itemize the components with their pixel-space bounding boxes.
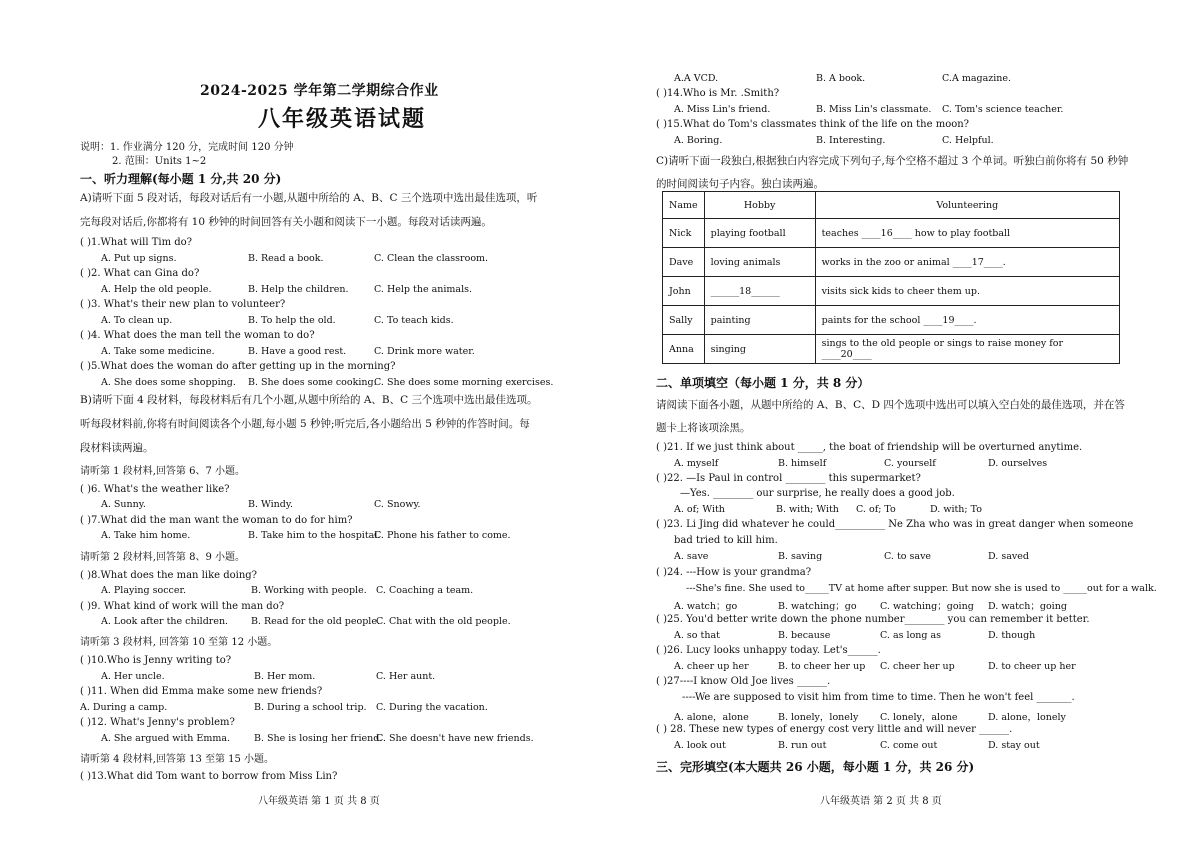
q1-option-b[interactable]: B. Read a book. [248,253,324,264]
part-a-instructions: A)请听下面 5 段对话，每段对话后有一小题,从题中所给的 A、B、C 三个选项中选出最佳选项，听完每段对话后,你都将有 10 秒钟的时间回答有关小题和阅读下一小题。每段对话读两遍。 [80,192,538,228]
q8-option-a[interactable]: A. Playing soccer. [101,585,186,596]
q21-option-a[interactable]: A. myself [674,458,719,469]
section-2-instructions: 请阅读下面各小题，从题中所给的 A、B、C、D 四个选项中选出可以填入空白处的最佳选项，并在答 [656,399,1125,411]
q5-option-b[interactable]: B. She does some cooking. [248,377,377,388]
q9-option-c[interactable]: C. Chat with the old people. [376,616,511,627]
q1-option-a[interactable]: A. Put up signs. [101,253,177,264]
table-row [663,219,1120,248]
q11-option-b[interactable]: B. During a school trip. [254,702,367,713]
question-4: ( )4. What does the man tell the woman to do? [80,330,315,341]
question-22: ( )22. —Is Paul in control ________ this supermarket? [656,473,921,484]
header-hobby: Hobby [704,192,815,219]
cell-volunteering[interactable]: works in the zoo or animal ____17____. [815,248,1119,277]
q13-option-c[interactable]: C.A magazine. [942,73,1012,84]
table-row [663,248,1120,277]
cell-volunteering[interactable]: teaches ____16____ how to play football [815,219,1119,248]
header-name: Name [663,192,705,219]
cell-hobby[interactable]: ______18______ [704,277,815,306]
q7-option-c[interactable]: C. Phone his father to come. [374,530,511,541]
q23-option-a[interactable]: A. save [674,551,709,562]
q8-option-c[interactable]: C. Coaching a team. [376,585,474,596]
volunteering-table [662,191,1120,364]
cell-hobby: playing football [704,219,815,248]
q2-option-c[interactable]: C. Help the animals. [374,284,473,295]
q26-option-d[interactable]: D. to cheer up her [988,661,1076,672]
page-1-footer: 八年级英语 第 1 页 共 8 页 [258,796,380,807]
cell-name: Sally [663,306,705,335]
table-row [663,306,1120,335]
q28-option-a[interactable]: A. look out [674,740,726,751]
q9-option-a[interactable]: A. Look after the children. [101,616,229,627]
header-volunteering: Volunteering [815,192,1119,219]
q2-option-b[interactable]: B. Help the children. [248,284,349,295]
question-21: ( )21. If we just think about _____, the boat of friendship will be overturned anytime. [656,442,1083,453]
material-2-heading: 请听第 2 段材料,回答第 8、9 小题。 [80,552,245,563]
q3-option-b[interactable]: B. To help the old. [248,315,336,326]
q14-option-c[interactable]: C. Tom's science teacher. [942,104,1064,115]
q27-option-c[interactable]: C. lonely，alone [880,712,958,723]
q28-option-b[interactable]: B. run out [778,740,827,751]
q21-option-c[interactable]: C. yourself [884,458,936,469]
question-25: ( )25. You'd better write down the phone number________ you can remember it better. [656,614,1090,625]
q13-option-b[interactable]: B. A book. [816,73,866,84]
table-header-row [663,192,1120,219]
q5-option-c[interactable]: C. She does some morning exercises. [374,377,554,388]
question-12: ( )12. What's Jenny's problem? [80,717,235,728]
cell-hobby: loving animals [704,248,815,277]
q21-option-b[interactable]: B. himself [778,458,827,469]
cell-hobby: singing [704,335,815,364]
q11-option-a[interactable]: A. During a camp. [80,702,168,713]
q25-option-d[interactable]: D. though [988,630,1036,641]
question-5: ( )5.What does the woman do after getting up in the morning? [80,361,396,372]
q28-option-c[interactable]: C. come out [880,740,938,751]
section-listening-heading: 一、听力理解(每小题 1 分,共 20 分) [80,172,282,186]
part-c-instructions-2: 的时间阅读句子内容。独白读两遍。 [656,178,824,190]
q11-option-c[interactable]: C. During the vacation. [376,702,488,713]
q13-option-a[interactable]: A.A VCD. [674,73,719,84]
q2-option-a[interactable]: A. Help the old people. [101,284,212,295]
question-23: ( )23. Li Jing did whatever he could__________ Ne Zha who was in great danger when someone [656,519,1134,530]
page-2-footer: 八年级英语 第 2 页 共 8 页 [820,796,942,807]
q22-option-d[interactable]: D. with; To [930,504,982,515]
q27-option-b[interactable]: B. lonely，lonely [778,712,859,723]
q23-option-c[interactable]: C. to save [884,551,932,562]
question-23-line-2: bad tried to kill him. [674,535,778,546]
material-3-heading: 请听第 3 段材料, 回答第 10 至第 12 小题。 [80,637,278,648]
q8-option-b[interactable]: B. Working with people. [251,585,367,596]
q25-option-a[interactable]: A. so that [674,630,720,641]
question-6: ( )6. What's the weather like? [80,484,230,495]
question-14: ( )14.Who is Mr. .Smith? [656,88,780,99]
question-13: ( )13.What did Tom want to borrow from Miss Lin? [80,771,338,782]
question-27-line-2: ----We are supposed to visit him from time to time. Then he won't feel _______. [682,692,1075,703]
q6-option-c[interactable]: C. Snowy. [374,499,421,510]
exam-subject-title: 八年级英语试题 [258,106,427,132]
question-9: ( )9. What kind of work will the man do? [80,601,285,612]
section-cloze-heading: 三、完形填空(本大题共 26 小题，每小题 1 分，共 26 分) [656,760,975,774]
q9-option-b[interactable]: B. Read for the old people. [251,616,380,627]
q26-option-b[interactable]: B. to cheer her up [778,661,866,672]
q25-option-b[interactable]: B. because [778,630,831,641]
section-2-instructions-2: 题卡上将该项涂黑。 [656,422,751,434]
question-2: ( )2. What can Gina do? [80,268,200,279]
cell-hobby: painting [704,306,815,335]
q6-option-b[interactable]: B. Windy. [248,499,293,510]
part-c-instructions: C)请听下面一段独白,根据独白内容完成下列句子,每个空格不超过 3 个单词。听独白前你将有 50 秒钟 [656,155,1129,167]
q10-option-c[interactable]: C. Her aunt. [376,671,436,682]
material-4-heading: 请听第 4 段材料,回答第 13 至第 15 小题。 [80,754,275,765]
q4-option-c[interactable]: C. Drink more water. [374,346,475,357]
q21-option-d[interactable]: D. ourselves [988,458,1048,469]
q15-option-b[interactable]: B. Interesting. [816,135,886,146]
question-3: ( )3. What's their new plan to volunteer? [80,299,286,310]
q27-option-d[interactable]: D. alone，lonely [988,712,1066,723]
q24-option-b[interactable]: B. watching；go [778,601,857,612]
cell-name: Dave [663,248,705,277]
question-11: ( )11. When did Emma make some new friends? [80,686,323,697]
question-28: ( ) 28. These new types of energy cost very little and will never ______. [656,724,1013,735]
q5-option-a[interactable]: A. She does some shopping. [101,377,236,388]
q3-option-a[interactable]: A. To clean up. [101,315,173,326]
question-1: ( )1.What will Tim do? [80,237,193,248]
question-15: ( )15.What do Tom's classmates think of the life on the moon? [656,119,970,130]
q3-option-c[interactable]: C. To teach kids. [374,315,454,326]
exam-note-range: 2. 范围：Units 1~2 [112,156,207,167]
q14-option-a[interactable]: A. Miss Lin's friend. [674,104,771,115]
question-22-line-2: —Yes. ________ our surprise, he really does a good job. [680,488,955,499]
q22-option-c[interactable]: C. of; To [856,504,896,515]
q27-option-a[interactable]: A. alone，alone [674,712,749,723]
section-single-choice-heading: 二、单项填空（每小题 1 分，共 8 分） [656,376,870,390]
q12-option-a[interactable]: A. She argued with Emma. [101,733,231,744]
q24-option-c[interactable]: C. watching；going [880,601,974,612]
q23-option-b[interactable]: B. saving [778,551,823,562]
q25-option-c[interactable]: C. as long as [880,630,942,641]
q26-option-a[interactable]: A. cheer up her [674,661,749,672]
q23-option-d[interactable]: D. saved [988,551,1029,562]
cell-name: Nick [663,219,705,248]
question-8: ( )8.What does the man like doing? [80,570,258,581]
q15-option-a[interactable]: A. Boring. [674,135,723,146]
cell-volunteering: visits sick kids to cheer them up. [815,277,1119,306]
table-row [663,277,1120,306]
q10-option-a[interactable]: A. Her uncle. [101,671,165,682]
q4-option-a[interactable]: A. Take some medicine. [101,346,215,357]
q26-option-c[interactable]: C. cheer her up [880,661,955,672]
cell-name: John [663,277,705,306]
q24-option-d[interactable]: D. watch；going [988,601,1067,612]
q7-option-a[interactable]: A. Take him home. [101,530,191,541]
question-27: ( )27----I know Old Joe lives ______. [656,676,831,687]
q15-option-c[interactable]: C. Helpful. [942,135,994,146]
exam-term-title: 2024-2025 学年第二学期综合作业 [200,83,439,99]
q6-option-a[interactable]: A. Sunny. [101,499,146,510]
question-24-line-2: ---She's fine. She used to_____TV at home after supper. But now she is used to _____out for a walk. [686,583,1157,594]
question-7: ( )7.What did the man want the woman to do for him? [80,515,353,526]
question-24: ( )24. ---How is your grandma? [656,567,812,578]
q10-option-b[interactable]: B. Her mom. [254,671,316,682]
cell-volunteering[interactable]: paints for the school ____19____. [815,306,1119,335]
q1-option-c[interactable]: C. Clean the classroom. [374,253,489,264]
q12-option-b[interactable]: B. She is losing her friend. [254,733,383,744]
q22-option-a[interactable]: A. of; With [674,504,725,515]
q12-option-c[interactable]: C. She doesn't have new friends. [376,733,534,744]
material-1-heading: 请听第 1 段材料,回答第 6、7 小题。 [80,466,245,477]
q24-option-a[interactable]: A. watch；go [674,601,738,612]
q4-option-b[interactable]: B. Have a good rest. [248,346,347,357]
cell-volunteering[interactable]: sings to the old people or sings to raise money for ____20____ [815,335,1119,364]
question-10: ( )10.Who is Jenny writing to? [80,655,232,666]
q14-option-b[interactable]: B. Miss Lin's classmate. [816,104,932,115]
q7-option-b[interactable]: B. Take him to the hospital. [248,530,381,541]
q22-option-b[interactable]: B. with; With [776,504,839,515]
part-b-instructions: B)请听下面 4 段材料，每段材料后有几个小题,从题中所给的 A、B、C 三个选项中选出最佳选项。听每段材料前,你将有时间阅读各个小题,每小题 5 秒钟;听完后,各小题给出 5 秒钟的作答时间。每段材料读两遍。 [80,394,538,454]
q28-option-d[interactable]: D. stay out [988,740,1040,751]
cell-name: Anna [663,335,705,364]
table-row [663,335,1120,364]
question-26: ( )26. Lucy looks unhappy today. Let's______. [656,645,881,656]
exam-note-score: 说明：1. 作业满分 120 分，完成时间 120 分钟 [80,142,294,153]
